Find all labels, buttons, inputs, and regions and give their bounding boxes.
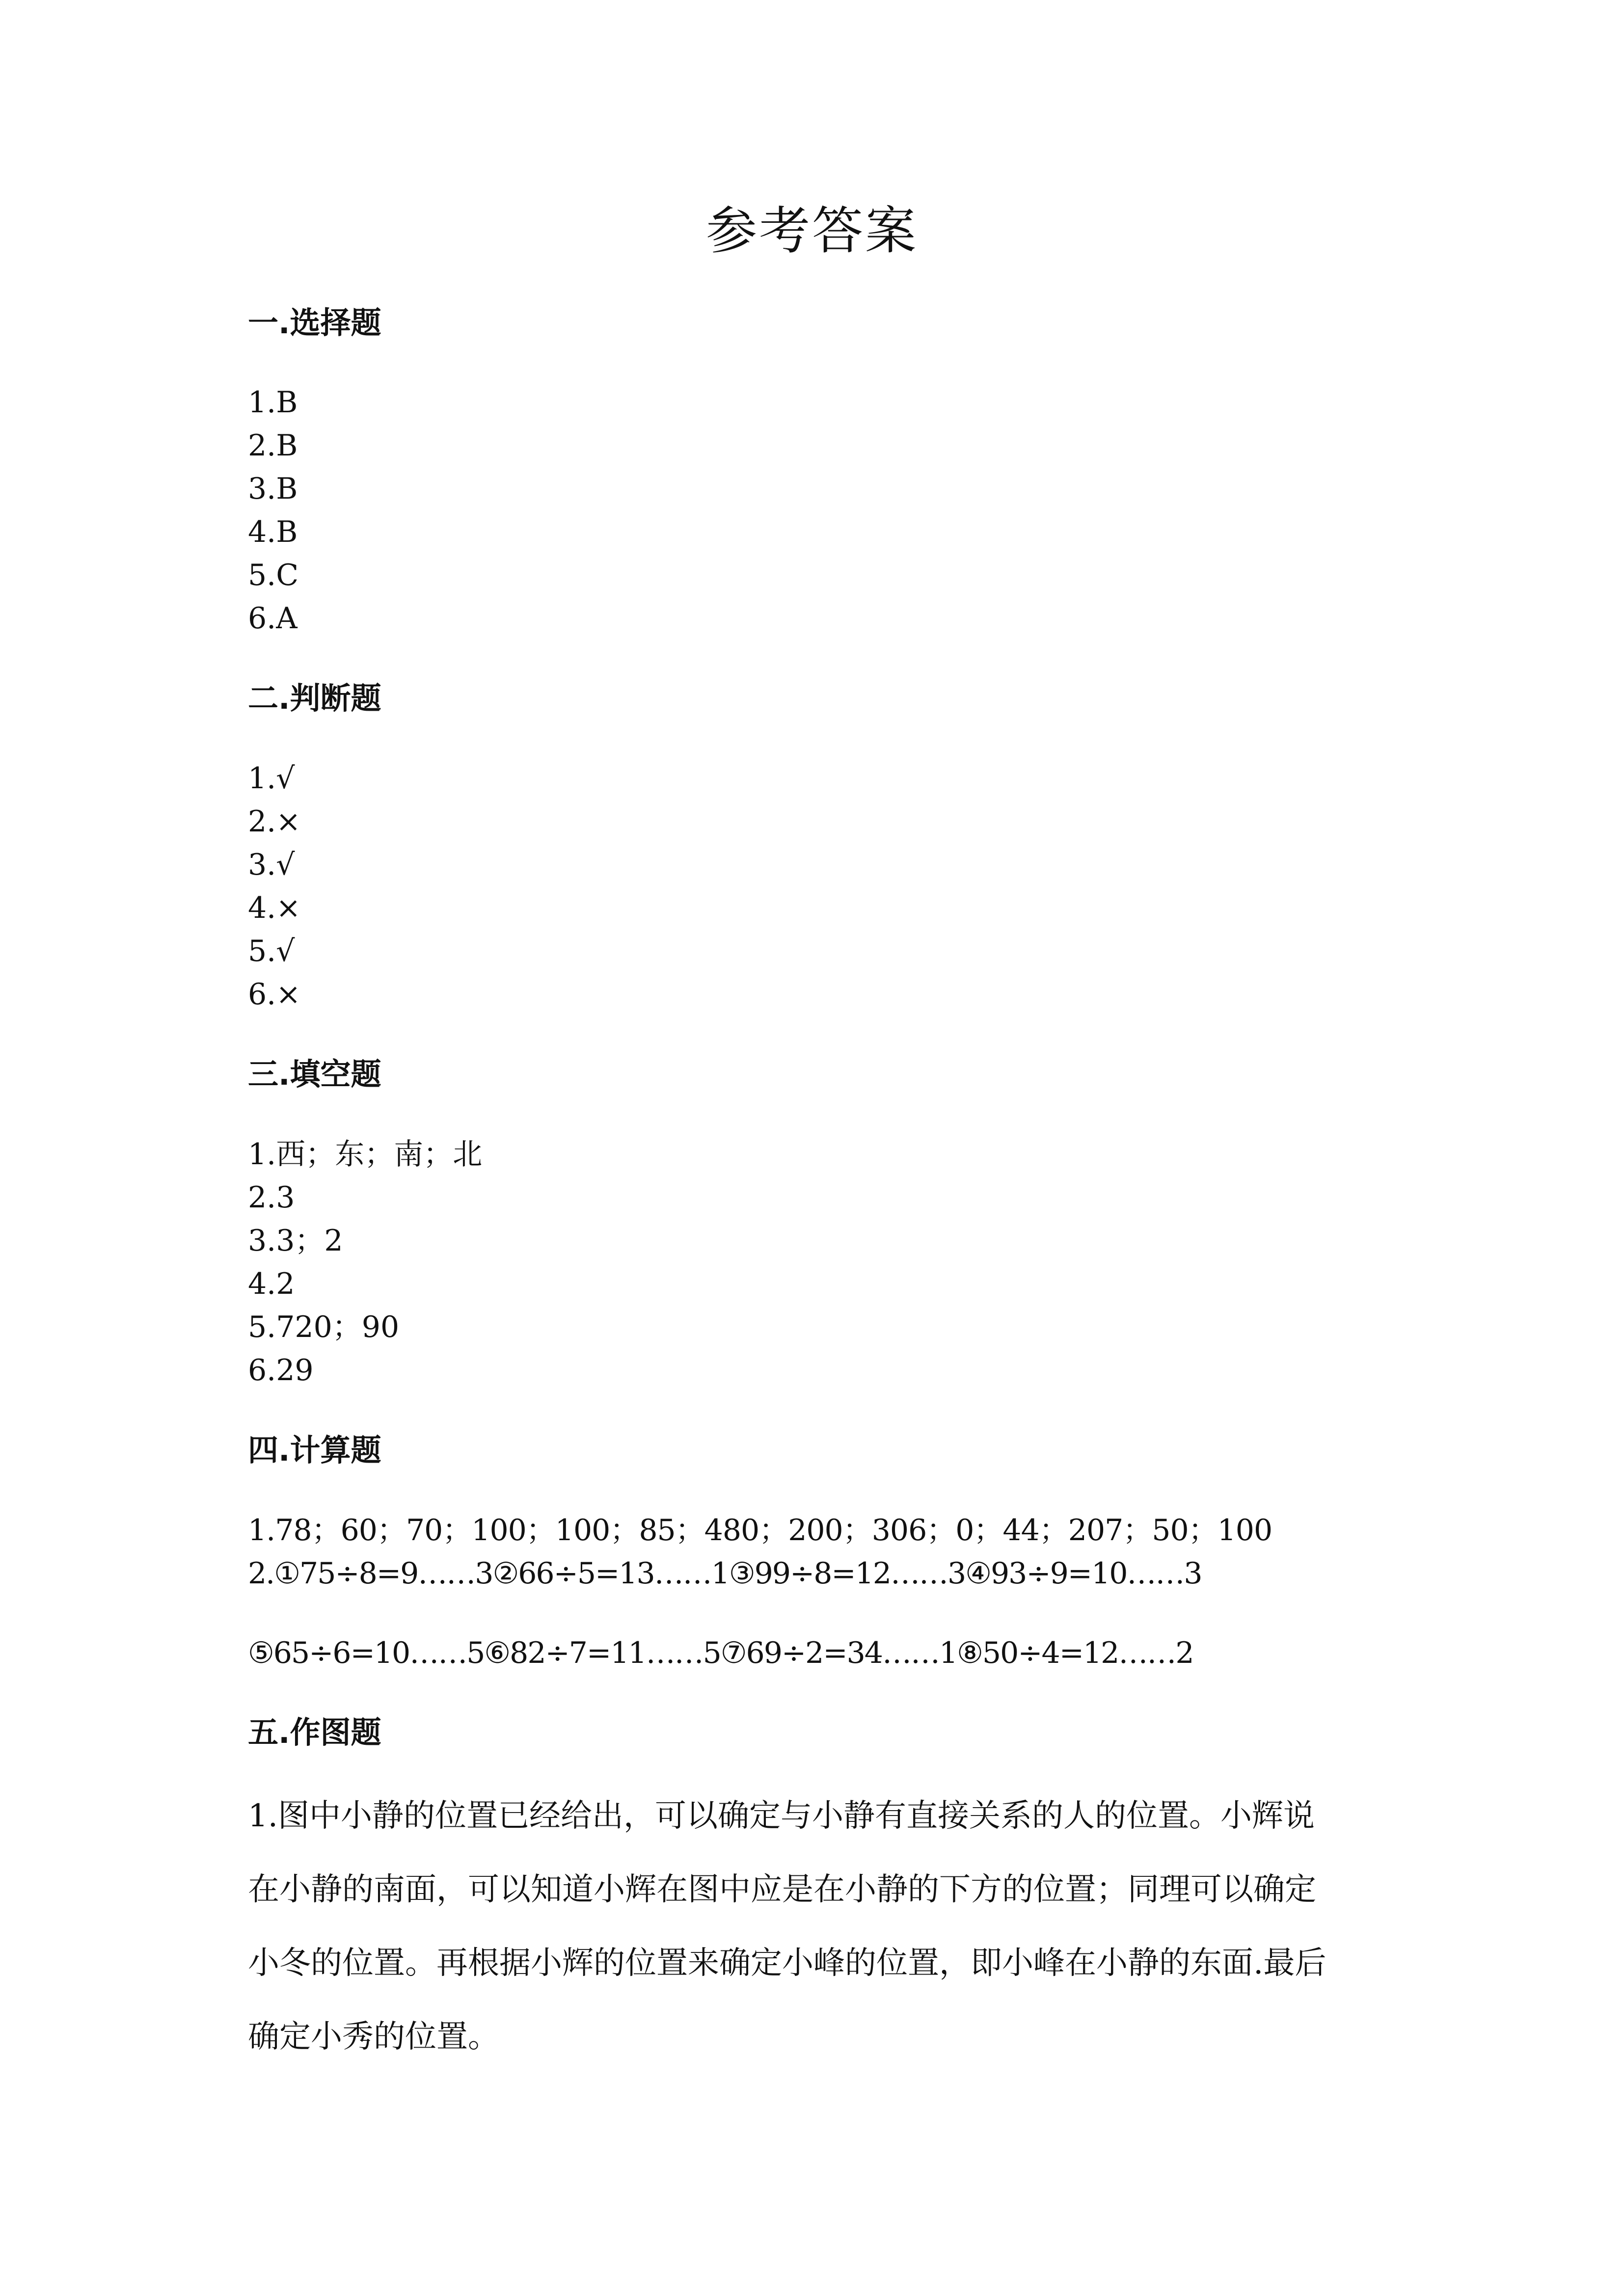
answer-line: 6.29 — [248, 1353, 314, 1388]
answer-line: 3.B — [248, 472, 298, 506]
answer-line: 6.× — [248, 977, 301, 1012]
answer-line: 5.√ — [248, 934, 295, 968]
section-heading-drawing: 五.作图题 — [248, 1714, 381, 1750]
answer-line: 2.3 — [248, 1180, 295, 1215]
section-heading-judgement: 二.判断题 — [248, 680, 381, 716]
answer-line: 2.B — [248, 428, 298, 463]
answer-line: 1.√ — [248, 761, 295, 796]
answer-line: 4.× — [248, 891, 301, 925]
answer-line: 1.B — [248, 385, 298, 420]
answer-line: 2.①75÷8=9……3②66÷5=13……1③99÷8=12……3④93÷9=10……3 — [248, 1556, 1202, 1591]
explanation-line: 小冬的位置。再根据小辉的位置来确定小峰的位置，即小峰在小静的东面.最后 — [248, 1945, 1326, 1981]
explanation-line: 1.图中小静的位置已经给出，可以确定与小静有直接关系的人的位置。小辉说 — [248, 1798, 1315, 1834]
section-heading-choice: 一.选择题 — [248, 305, 381, 341]
section-heading-fill-blank: 三.填空题 — [248, 1056, 381, 1092]
explanation-line: 确定小秀的位置。 — [248, 2019, 499, 2055]
answer-line: 5.720；90 — [248, 1310, 400, 1344]
answer-line: 6.A — [248, 601, 298, 636]
answer-line: 2.× — [248, 804, 301, 839]
answer-line: ⑤65÷6=10……5⑥82÷7=11……5⑦69÷2=34……1⑧50÷4=12……2 — [248, 1636, 1193, 1670]
page-title: 参考答案 — [705, 201, 918, 261]
answer-line: 3.3；2 — [248, 1224, 343, 1258]
section-heading-calculation: 四.计算题 — [248, 1432, 381, 1468]
answer-line: 1.78；60；70；100；100；85；480；200；306；0；44；207；50；100 — [248, 1513, 1272, 1548]
answer-line: 3.√ — [248, 848, 295, 882]
explanation-line: 在小静的南面，可以知道小辉在图中应是在小静的下方的位置；同理可以确定 — [248, 1871, 1316, 1908]
answer-line: 5.C — [248, 558, 299, 592]
answer-line: 4.B — [248, 515, 298, 549]
answer-line: 1.西；东；南；北 — [248, 1137, 483, 1172]
answer-line: 4.2 — [248, 1267, 295, 1301]
